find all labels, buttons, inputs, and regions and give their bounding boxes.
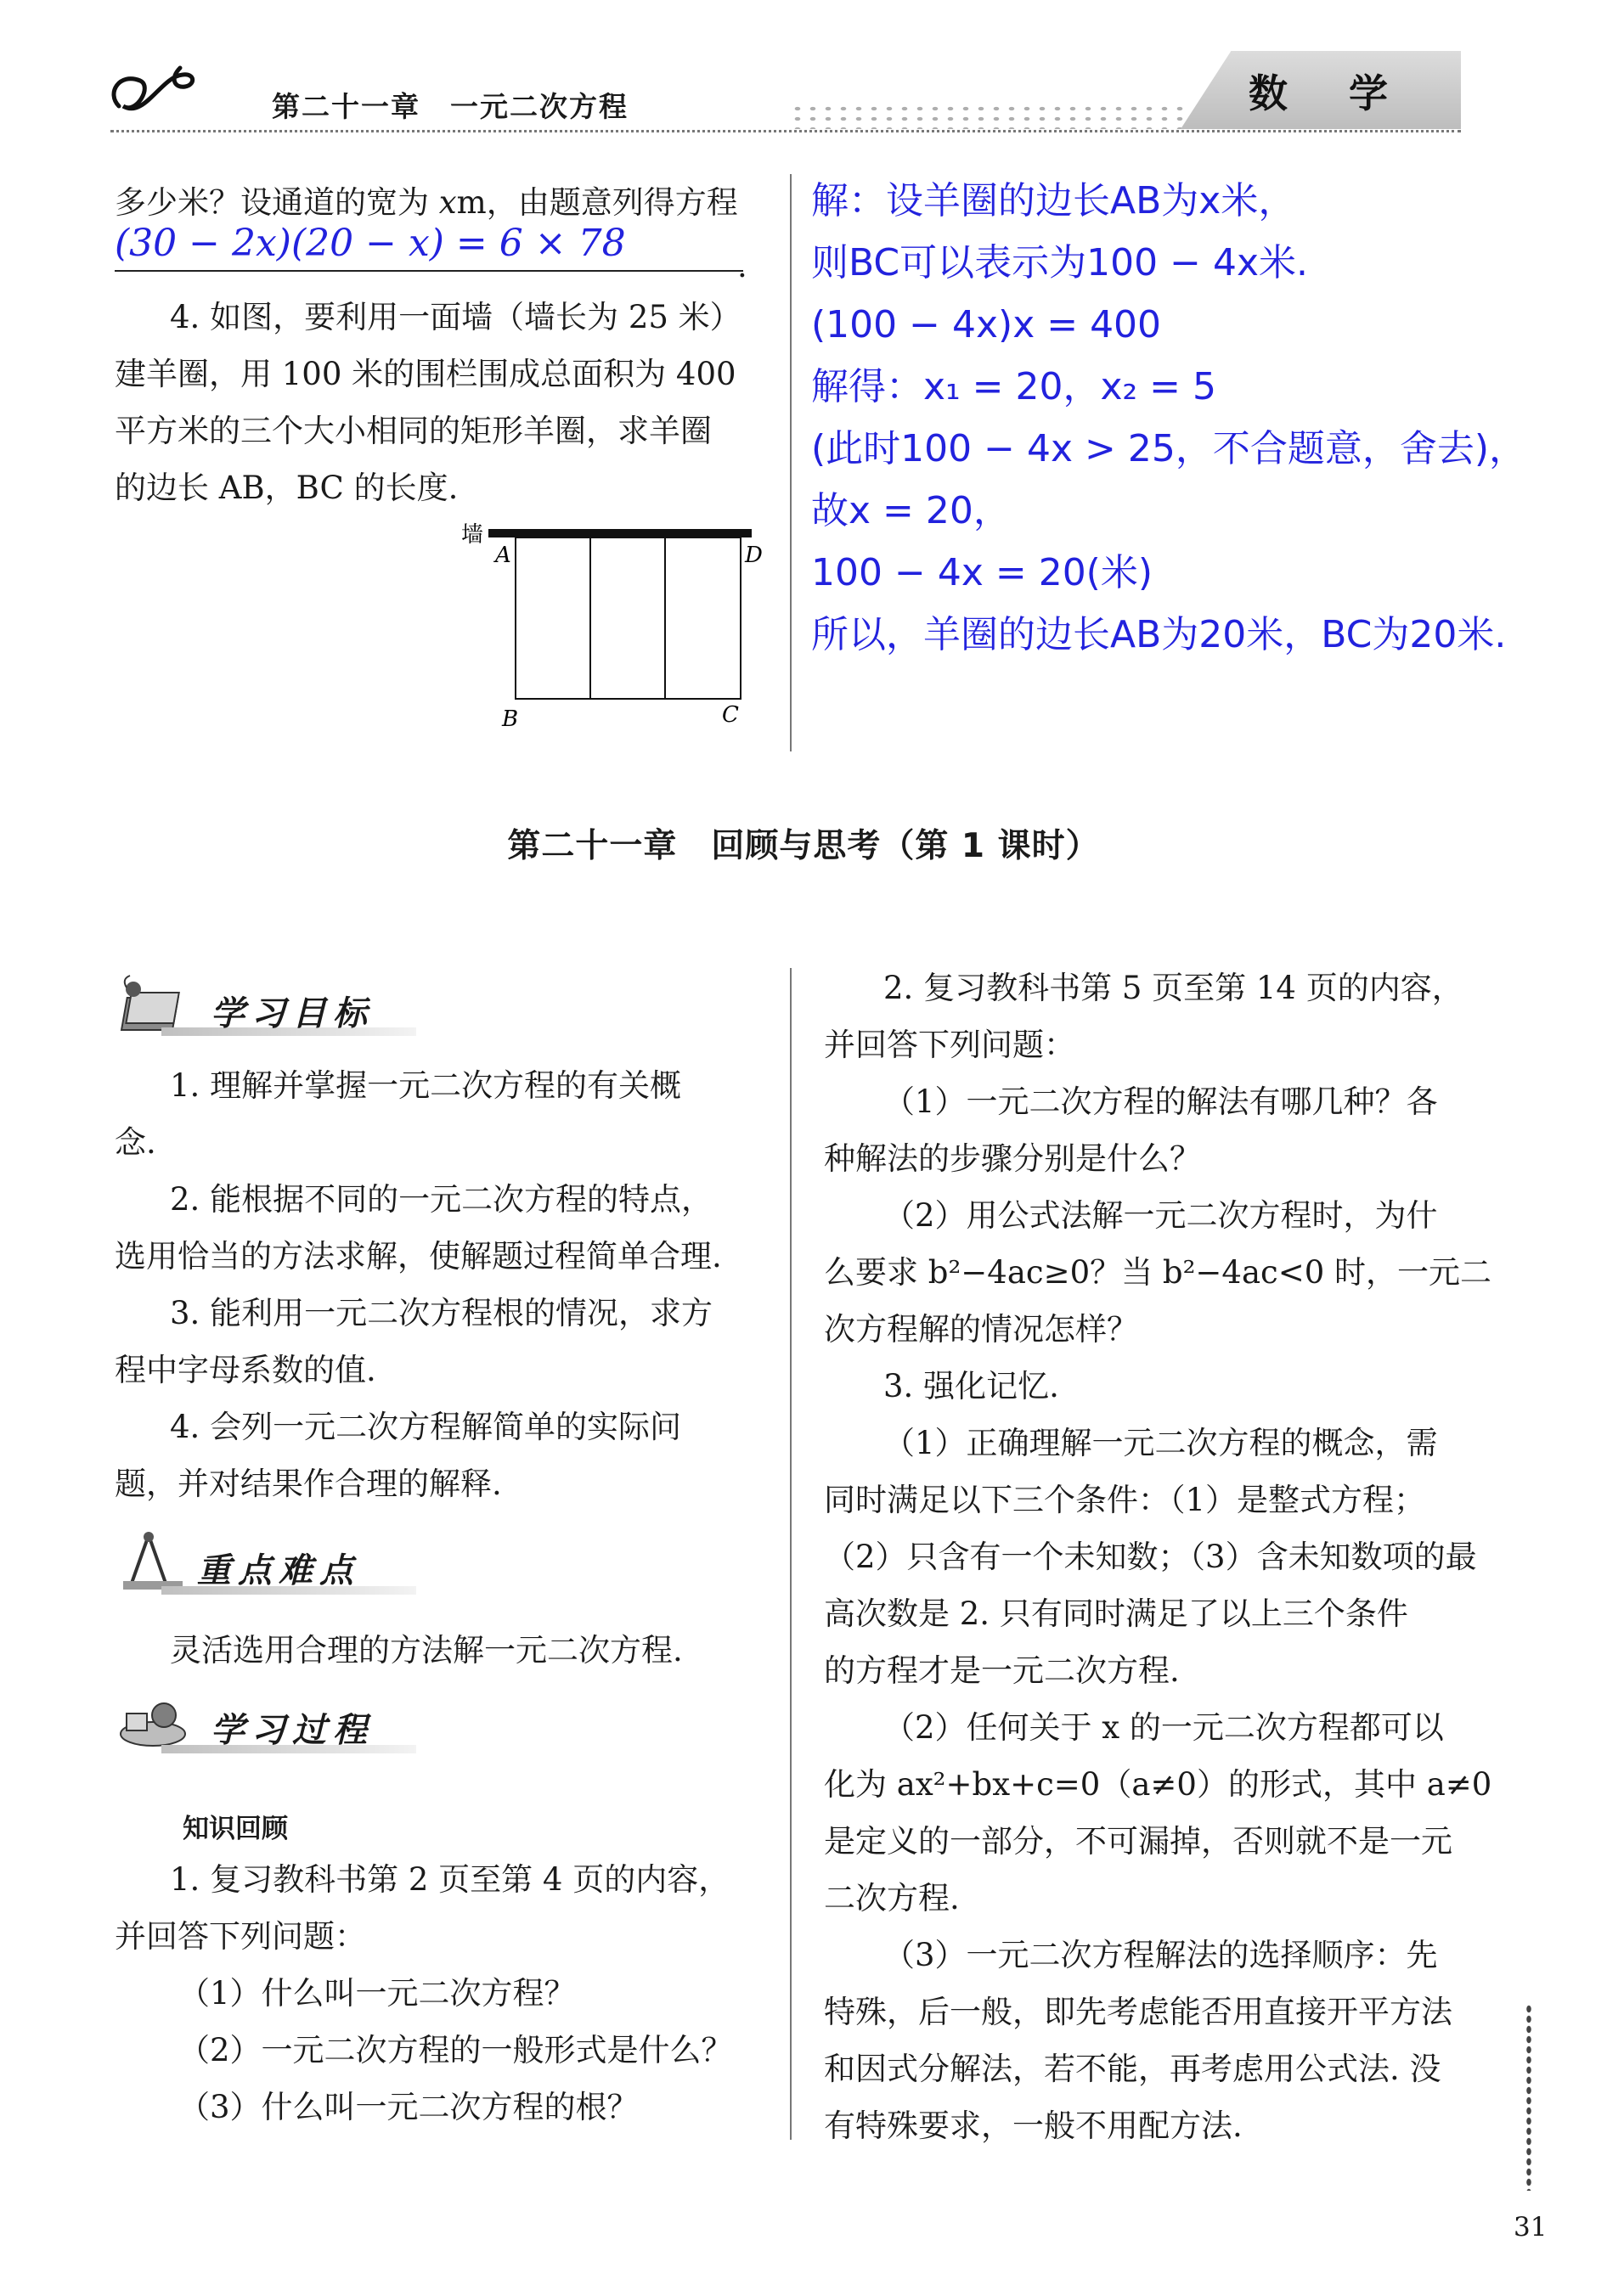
- goal-line-7: 4. 会列一元二次方程解简单的实际问: [170, 1409, 682, 1445]
- answer4-line-4: 解得：x₁ = 20，x₂ = 5: [811, 365, 1217, 408]
- sheep-pen-figure: [454, 518, 763, 732]
- right-line-20: 和因式分解法，若不能，再考虑用公式法. 没: [824, 2051, 1441, 2087]
- prev-problem-line: 多少米？设通道的宽为 xm，由题意列得方程: [115, 184, 738, 221]
- header-dot-pattern: [790, 104, 1189, 129]
- right-line-16: 是定义的一部分，不可漏掉，否则就不是一元: [824, 1823, 1452, 1860]
- page-dot-column: [1525, 2004, 1532, 2191]
- problem4-line-2: 建羊圈，用 100 米的围栏围成总面积为 400: [115, 356, 736, 392]
- goals-header: 学习目标: [211, 994, 374, 1033]
- problem4-line-1: 4. 如图，要利用一面墙（墙长为 25 米）: [170, 299, 741, 335]
- answer4-line-7: 100 − 4x = 20(米): [811, 551, 1153, 594]
- process-line-4: （2）一元二次方程的一般形式是什么？: [178, 2032, 733, 2068]
- goal-line-2: 念.: [115, 1124, 156, 1161]
- section-title: 第二十一章 回顾与思考（第 1 课时）: [507, 827, 1100, 865]
- process-line-2: 并回答下列问题：: [115, 1918, 366, 1955]
- pen-outline: [516, 537, 741, 699]
- top-column-divider: [790, 174, 792, 751]
- answer-underline: [115, 270, 743, 272]
- right-line-17: 二次方程.: [824, 1880, 960, 1916]
- right-line-2: 并回答下列问题：: [824, 1027, 1075, 1063]
- label-D: D: [745, 543, 763, 568]
- answer4-line-6: 故x = 20，: [811, 489, 1011, 532]
- header-chapter-title: 第二十一章 一元二次方程: [272, 90, 629, 123]
- answer4-line-5: (此时100 − 4x > 25，不合题意，舍去)，: [811, 427, 1527, 470]
- process-line-1: 1. 复习教科书第 2 页至第 4 页的内容，: [170, 1861, 730, 1898]
- right-line-19: 特殊，后一般，即先考虑能否用直接开平方法: [824, 1994, 1452, 2030]
- label-C: C: [722, 702, 739, 728]
- process-line-5: （3）什么叫一元二次方程的根？: [178, 2089, 639, 2125]
- goal-line-8: 题，并对结果作合理的解释.: [115, 1466, 502, 1502]
- right-line-6: 么要求 b²−4ac≥0？当 b²−4ac<0 时，一元二: [824, 1254, 1492, 1291]
- right-line-11: （2）只含有一个未知数；（3）含未知数项的最: [824, 1539, 1477, 1575]
- process-header: 学习过程: [211, 1711, 374, 1750]
- right-line-3: （1）一元二次方程的解法有哪几种？各: [883, 1083, 1438, 1120]
- goal-line-1: 1. 理解并掌握一元二次方程的有关概: [170, 1067, 682, 1104]
- goal-line-3: 2. 能根据不同的一元二次方程的特点，: [170, 1181, 713, 1218]
- right-line-10: 同时满足以下三个条件：（1）是整式方程；: [824, 1482, 1426, 1518]
- right-line-5: （2）用公式法解一元二次方程时，为什: [883, 1197, 1438, 1234]
- wall-label: 墙: [461, 522, 484, 548]
- goal-line-4: 选用恰当的方法求解，使解题过程简单合理.: [115, 1238, 722, 1275]
- answer4-line-8: 所以，羊圈的边长AB为20米，BC为20米.: [811, 613, 1507, 656]
- header-logo: [102, 59, 204, 127]
- right-line-14: （2）任何关于 x 的一元二次方程都可以: [883, 1709, 1444, 1746]
- answer4-line-2: 则BC可以表示为100 − 4x米.: [811, 241, 1308, 284]
- review-subheader: 知识回顾: [183, 1814, 288, 1844]
- key-points-text: 灵活选用合理的方法解一元二次方程.: [170, 1632, 683, 1669]
- right-line-4: 种解法的步骤分别是什么？: [824, 1140, 1201, 1177]
- right-line-1: 2. 复习教科书第 5 页至第 14 页的内容，: [883, 970, 1463, 1006]
- right-line-21: 有特殊要求，一般不用配方法.: [824, 2107, 1243, 2144]
- label-A: A: [495, 543, 511, 568]
- problem4-line-3: 平方米的三个大小相同的矩形羊圈，求羊圈: [115, 413, 712, 449]
- key-points-header: 重点难点: [197, 1551, 360, 1590]
- process-line-3: （1）什么叫一元二次方程？: [178, 1975, 576, 2012]
- problem4-line-4: 的边长 AB，BC 的长度.: [115, 470, 459, 506]
- right-line-9: （1）正确理解一元二次方程的概念，需: [883, 1425, 1438, 1461]
- goal-line-5: 3. 能利用一元二次方程根的情况，求方: [170, 1295, 713, 1331]
- right-line-13: 的方程才是一元二次方程.: [824, 1652, 1180, 1689]
- right-line-7: 次方程解的情况怎样？: [824, 1311, 1138, 1348]
- right-line-18: （3）一元二次方程解法的选择顺序：先: [883, 1937, 1438, 1973]
- header-divider: [110, 130, 1461, 132]
- header-subject: 数 学: [1249, 70, 1412, 116]
- right-line-8: 3. 强化记忆.: [883, 1368, 1059, 1404]
- goal-line-6: 程中字母系数的值.: [115, 1352, 376, 1388]
- page-number: 31: [1514, 2212, 1548, 2243]
- label-B: B: [502, 706, 519, 732]
- prev-problem-answer: (30 − 2x)(20 − x) = 6 × 78: [115, 222, 626, 265]
- answer4-line-1: 解：设羊圈的边长AB为x米，: [811, 179, 1296, 222]
- answer4-line-3: (100 − 4x)x = 400: [811, 303, 1162, 346]
- right-line-12: 高次数是 2. 只有同时满足了以上三个条件: [824, 1595, 1408, 1632]
- right-line-15: 化为 ax²+bx+c=0（a≠0）的形式，其中 a≠0: [824, 1766, 1492, 1803]
- bottom-column-divider: [790, 968, 792, 2140]
- answer-period: .: [737, 248, 747, 284]
